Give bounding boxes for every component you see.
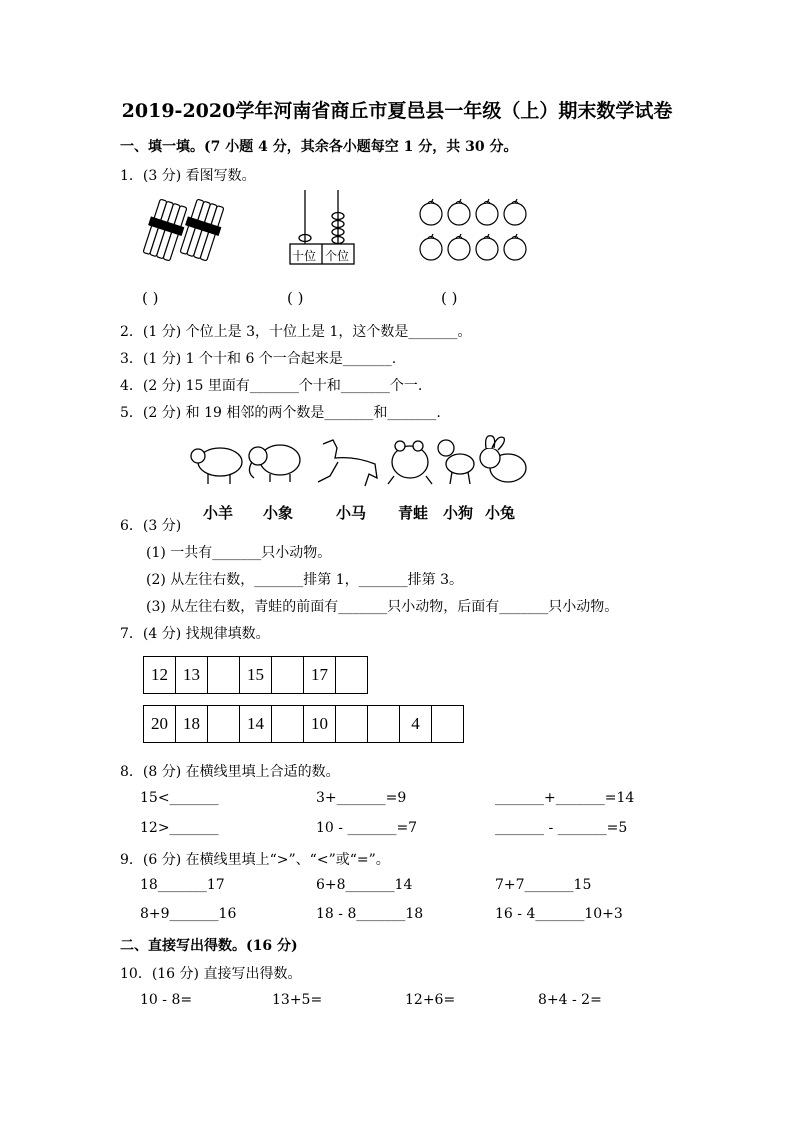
- abacus-ones-label: 个位: [325, 249, 350, 263]
- seq2-blank-cell[interactable]: [368, 706, 400, 742]
- seq2-cell: 4: [400, 706, 432, 742]
- seq1-cell: 12: [144, 657, 176, 693]
- q9-item[interactable]: 18_______17: [140, 877, 225, 893]
- q10-item[interactable]: 12+6=: [405, 992, 456, 1008]
- question-3: 3．(1 分) 1 个十和 6 个一合起来是_______.: [120, 351, 397, 367]
- seq1-blank-cell[interactable]: [336, 657, 367, 693]
- question-4: 4．(2 分) 15 里面有_______个十和_______个一.: [120, 378, 423, 394]
- seq2-cell: 14: [240, 706, 272, 742]
- section-1-heading: 一、填一填。(7 小题 4 分，其余各小题每空 1 分，共 30 分。: [120, 139, 518, 155]
- q9-item[interactable]: 8+9_______16: [140, 906, 237, 922]
- seq1-cell: 15: [240, 657, 272, 693]
- question-7: 7．(4 分) 找规律填数。: [120, 626, 270, 642]
- question-6-part-3: (3) 从左往右数，青蛙的前面有_______只小动物，后面有_______只小动物。: [146, 599, 619, 615]
- animal-label-dog: 小狗: [443, 504, 474, 522]
- seq2-cell: 18: [176, 706, 208, 742]
- question-8: 8．(8 分) 在横线里填上合适的数。: [120, 764, 340, 780]
- q8-item[interactable]: _______+_______=14: [495, 790, 635, 806]
- bundled-sticks-image: [140, 200, 230, 265]
- q8-item[interactable]: 3+_______=9: [316, 790, 407, 806]
- question-6: 6．(3 分): [120, 518, 182, 534]
- q10-item[interactable]: 13+5=: [272, 992, 323, 1008]
- q1-answer-blank-2[interactable]: ( ): [287, 289, 304, 307]
- q9-item[interactable]: 16 - 4_______10+3: [495, 906, 623, 922]
- animals-image: [188, 432, 533, 494]
- q10-item[interactable]: 8+4 - 2=: [538, 992, 602, 1008]
- animal-label-elephant: 小象: [263, 504, 294, 522]
- seq1-cell: 13: [176, 657, 208, 693]
- question-5: 5．(2 分) 和 19 相邻的两个数是_______和_______.: [120, 405, 441, 421]
- seq2-blank-cell[interactable]: [208, 706, 240, 742]
- q8-item[interactable]: 15<_______: [140, 790, 219, 806]
- apples-image: [418, 198, 530, 266]
- question-2: 2．(1 分) 个位上是 3，十位上是 1，这个数是_______。: [120, 324, 472, 340]
- seq1-blank-cell[interactable]: [208, 657, 240, 693]
- seq2-cell: 20: [144, 706, 176, 742]
- q8-item[interactable]: 12>_______: [140, 820, 219, 836]
- q1-answer-blank-1[interactable]: ( ): [142, 289, 159, 307]
- animal-label-sheep: 小羊: [203, 504, 234, 522]
- section-2-heading: 二、直接写出得数。(16 分): [120, 938, 298, 954]
- question-6-part-1: (1) 一共有_______只小动物。: [146, 545, 332, 561]
- q8-item[interactable]: _______ - _______=5: [495, 820, 628, 836]
- page-title: 2019-2020学年河南省商丘市夏邑县一年级（上）期末数学试卷: [121, 100, 673, 122]
- seq1-blank-cell[interactable]: [272, 657, 304, 693]
- question-9: 9．(6 分) 在横线里填上“>”、“<”或“=”。: [120, 852, 390, 868]
- animal-label-rabbit: 小兔: [485, 504, 516, 522]
- q1-answer-blank-3[interactable]: ( ): [441, 289, 458, 307]
- animal-label-frog: 青蛙: [398, 504, 429, 522]
- seq2-blank-cell[interactable]: [432, 706, 463, 742]
- q10-item[interactable]: 10 - 8=: [140, 992, 193, 1008]
- question-1: 1．(3 分) 看图写数。: [120, 168, 256, 184]
- sequence-row-1: [143, 656, 368, 694]
- seq2-cell: 10: [304, 706, 336, 742]
- abacus-tens-label: 十位: [292, 249, 317, 263]
- seq2-blank-cell[interactable]: [272, 706, 304, 742]
- question-6-part-2: (2) 从左往右数，_______排第 1，_______排第 3。: [146, 572, 463, 588]
- animal-label-horse: 小马: [336, 504, 367, 522]
- q8-item[interactable]: 10 - _______=7: [316, 820, 418, 836]
- sequence-row-2: [143, 705, 464, 743]
- q9-item[interactable]: 7+7_______15: [495, 877, 592, 893]
- question-10: 10．(16 分) 直接写出得数。: [120, 966, 302, 982]
- q9-item[interactable]: 18 - 8_______18: [316, 906, 424, 922]
- q9-item[interactable]: 6+8_______14: [316, 877, 413, 893]
- seq1-cell: 17: [304, 657, 336, 693]
- seq2-blank-cell[interactable]: [336, 706, 368, 742]
